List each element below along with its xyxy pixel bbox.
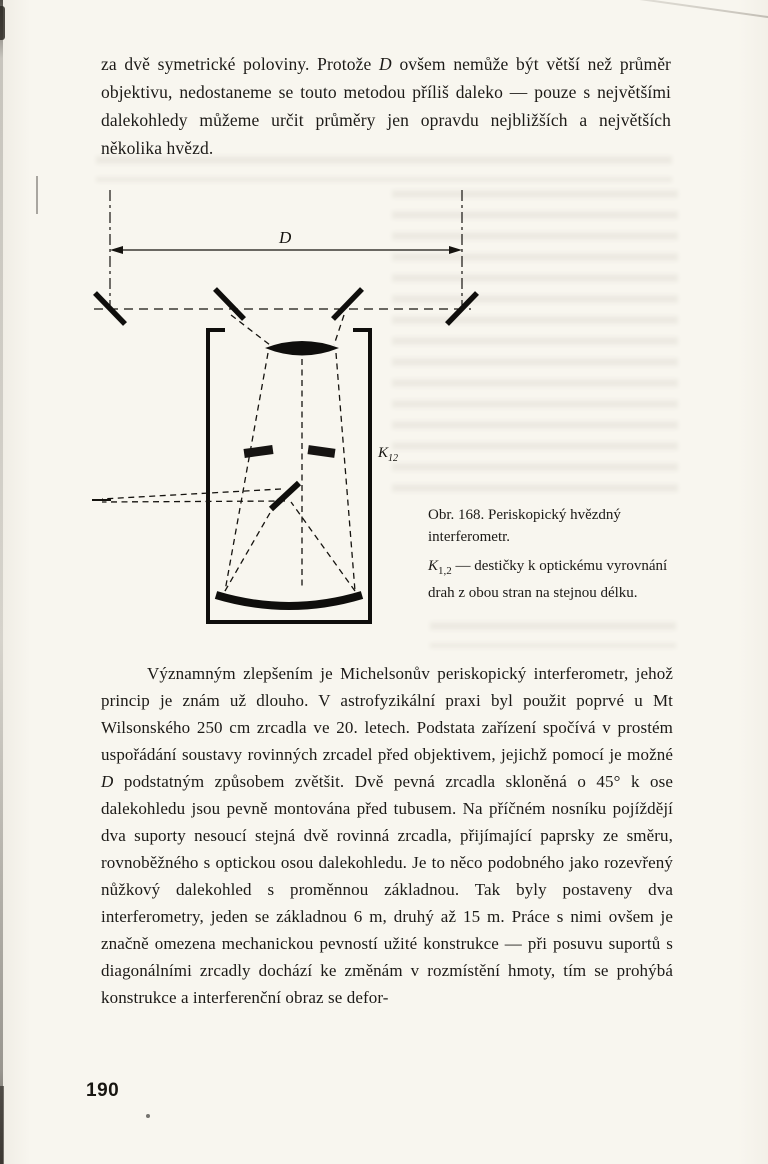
ray-lens-to-primary-left: [225, 353, 268, 591]
inner-left-mirror: [215, 289, 244, 319]
ink-speck: [146, 1114, 150, 1118]
outer-right-mirror: [447, 293, 477, 324]
page-number: 190: [86, 1080, 120, 1101]
scan-blot-bottom-left: [0, 1086, 4, 1164]
page-curl-line: [529, 0, 768, 23]
intro-paragraph: za dvě symetrické poloviny. Protože D ovšem nemůže být větší než průměr objektivu, nedostaneme se touto metodou příliš daleko — pouze s největšími dalekohledy můžeme určit průměry jen opravdu nejbližších a největších několika hvězd.: [101, 54, 671, 158]
ray-lens-to-primary-right: [336, 353, 355, 591]
figure-caption: [428, 504, 676, 604]
dimension-arrow-left: [110, 246, 123, 254]
objective-lens: [265, 341, 339, 356]
scan-blot-top-left: [0, 6, 5, 40]
ray-diagonal-to-focus-lower: [102, 501, 285, 502]
ray-primary-to-diagonal-left: [225, 499, 278, 591]
dimension-arrow-right: [449, 246, 462, 254]
ray-inner-left-to-lens: [231, 315, 270, 345]
figure-interferometer-diagram: [78, 182, 482, 650]
inner-right-mirror: [333, 289, 362, 319]
ray-primary-to-diagonal-right: [291, 502, 355, 591]
compensating-plate-right: [308, 445, 336, 458]
margin-mark: [36, 176, 38, 214]
plates-label: $K_{12}$: [378, 445, 399, 464]
ray-diagonal-to-focus-upper: [102, 489, 281, 499]
dimension-label: D: [279, 228, 292, 247]
main-paragraph: Významným zlepšením je Michelsonův periskopický interferometr, jehož princip je znám už dlouho. V astrofyzikální praxi byl použit poprvé u Mt Wilsonského 250 cm zrcadla ve 20. letech. Podstata zařízení spočívá v prostém uspořádání soustavy rovinných zrcadel před objektivem, jejichž pomocí je možné D podstatným způsobem zvětšit. Dvě pevná zrcadla skloněná o 45° k ose dalekohledu jsou pevně montována před tubusem. Na příčném nosníku pojíždějí dva suporty nesoucí stejná dvě rovinná zrcadla, přijímající paprsky ze směru, rovnoběžného s optickou osou dalekohledu. Je to něco podobného jako rozevřený nůžkový dalekohled s proměnnou základnou. Tak byly postaveny dva interferometry, jeden se základnou 6 m, druhý až 15 m. Práce s nimi ovšem je značně omezena mechanickou pevností užité konstrukce — při posuvu suportů s diagonálními zrcadly dochází ke změnám v rozmístění hmoty, tím se prohýbá konstrukce a interferenční obraz se defor-: [101, 664, 673, 1007]
compensating-plates: [244, 445, 336, 458]
figure-caption-note: $K_{1,2}$ — destičky k optickému vyrovnání drah z obou stran na stejnou délku.: [428, 558, 668, 601]
dimension-annotation: [110, 190, 462, 308]
primary-mirror: [216, 595, 362, 606]
compensating-plate-left: [244, 445, 274, 458]
scan-edge-shadow: [0, 0, 3, 1164]
figure-caption-title: Obr. 168. Periskopický hvězdný interferometr.: [428, 507, 621, 545]
flat-mirrors: [95, 289, 477, 324]
